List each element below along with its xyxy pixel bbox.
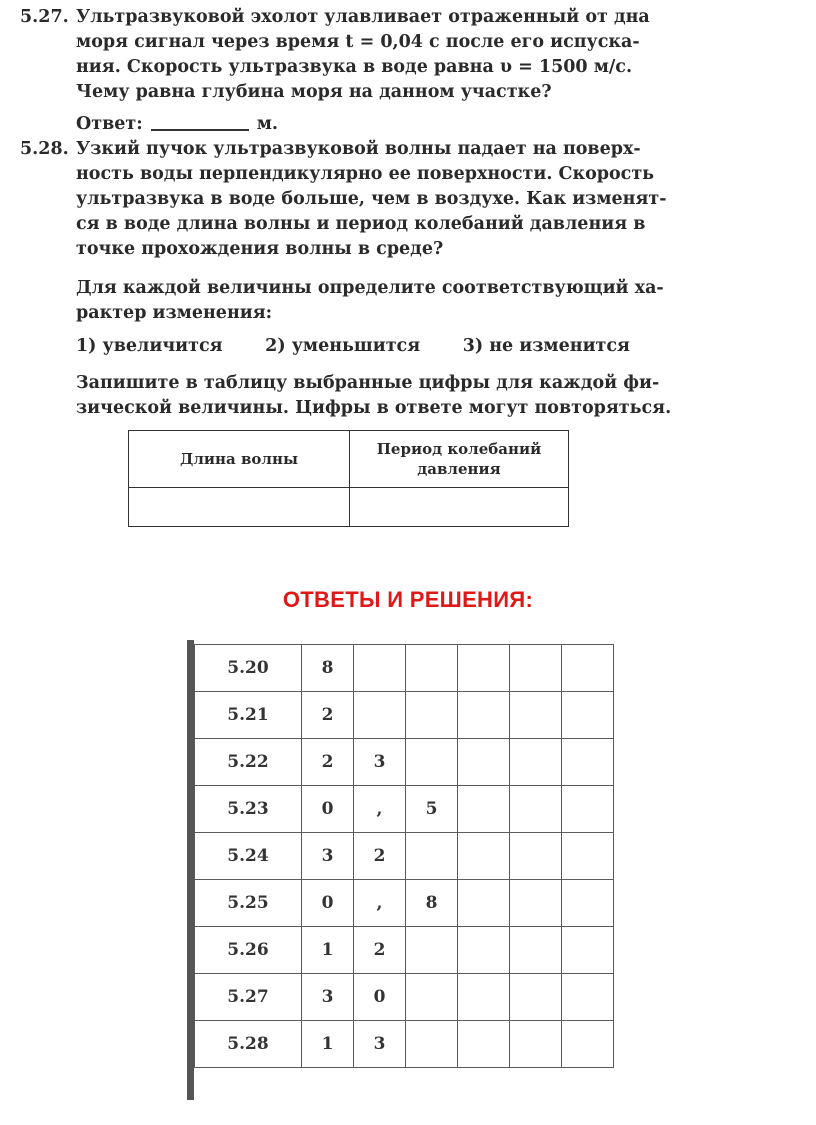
options-row (76, 334, 630, 359)
answer-row (195, 927, 614, 974)
problem-text-line: Узкий пучок ультразвуковой волны падает на поверх- (76, 139, 641, 159)
problem-text-line: моря сигнал через время t = 0,04 с после его испуска- (76, 32, 640, 52)
answer-cell (458, 974, 510, 1021)
answer-cell: 1 (302, 1021, 354, 1068)
answer-row (195, 880, 614, 927)
problem-text-line: ся в воде длина волны и период колебаний давления в (76, 214, 646, 234)
answer-cell (406, 974, 458, 1021)
answers-grid (194, 644, 614, 1068)
option-unchanged: 3) не изменится (462, 336, 630, 356)
answer-cell (562, 880, 614, 927)
answer-row (195, 645, 614, 692)
answer-cell (458, 880, 510, 927)
answer-cell: 0 (302, 880, 354, 927)
answer-cell (406, 927, 458, 974)
answer-blank (151, 129, 249, 131)
answer-cell: 2 (302, 739, 354, 786)
problem-text-line: Чему равна глубина моря на данном участке? (76, 82, 552, 102)
answer-cell (562, 786, 614, 833)
answer-cell: 5 (406, 786, 458, 833)
answer-row (195, 833, 614, 880)
answer-cell (510, 927, 562, 974)
answer-entry-table (128, 430, 569, 527)
answer-cell: 3 (354, 739, 406, 786)
answer-row (76, 112, 630, 137)
answer-cell (510, 692, 562, 739)
problem-number: 5.27. (20, 7, 69, 27)
answer-cell: 2 (302, 692, 354, 739)
answer-cell (562, 927, 614, 974)
problem-text-line: Ультразвуковой эхолот улавливает отраженный от дна (76, 7, 650, 27)
answer-row (195, 974, 614, 1021)
option-increase: 1) увеличится (76, 336, 223, 356)
answer-cell (562, 1021, 614, 1068)
problem-number: 5.28. (20, 139, 69, 159)
problem-text-line: точке прохождения волны в среде? (76, 239, 444, 259)
col-wavelength-header: Длина волны (129, 431, 350, 488)
answer-cell (406, 1021, 458, 1068)
answer-cell (562, 692, 614, 739)
answer-cell (562, 645, 614, 692)
answer-id: 5.28 (195, 1021, 302, 1068)
answer-cell-period[interactable] (350, 488, 569, 527)
answer-cell (510, 1021, 562, 1068)
answer-cell (562, 739, 614, 786)
answer-cell (458, 786, 510, 833)
answer-id: 5.26 (195, 927, 302, 974)
answer-cell (458, 739, 510, 786)
answer-cell (458, 1021, 510, 1068)
col-period-header (350, 431, 569, 488)
answer-cell: 3 (302, 833, 354, 880)
problem-5-28 (20, 137, 672, 421)
problem-5-27 (20, 5, 650, 137)
answer-unit: м. (256, 114, 278, 134)
answer-cell: , (354, 786, 406, 833)
col-period-line1: Период колебаний (376, 440, 542, 458)
grid-left-border (187, 640, 194, 1100)
answer-cell: 3 (354, 1021, 406, 1068)
answer-cell (510, 645, 562, 692)
answer-cell (406, 692, 458, 739)
answer-cell (510, 974, 562, 1021)
instruction-line: Для каждой величины определите соответствующий ха- (76, 278, 664, 298)
answer-row (195, 739, 614, 786)
answer-cell (406, 739, 458, 786)
answer-row (195, 786, 614, 833)
answer-cell (458, 645, 510, 692)
answer-cell (510, 880, 562, 927)
answer-id: 5.22 (195, 739, 302, 786)
answer-cell: 1 (302, 927, 354, 974)
answer-cell (458, 927, 510, 974)
option-decrease: 2) уменьшится (265, 336, 421, 356)
answer-cell: , (354, 880, 406, 927)
answer-cell (458, 692, 510, 739)
answer-cell (510, 833, 562, 880)
answer-cell (354, 692, 406, 739)
answer-cell: 0 (354, 974, 406, 1021)
answer-cell (458, 833, 510, 880)
answer-cell-wavelength[interactable] (129, 488, 350, 527)
answer-id: 5.23 (195, 786, 302, 833)
answer-cell: 2 (354, 927, 406, 974)
answer-cell: 3 (302, 974, 354, 1021)
answers-heading: ОТВЕТЫ И РЕШЕНИЯ: (282, 587, 534, 612)
answer-label: Ответ: (76, 114, 143, 134)
write-line: зической величины. Цифры в ответе могут повторяться. (76, 398, 672, 418)
answer-id: 5.24 (195, 833, 302, 880)
answer-id: 5.20 (195, 645, 302, 692)
answer-id: 5.25 (195, 880, 302, 927)
answer-cell (510, 786, 562, 833)
problem-text-line: ность воды перпендикулярно ее поверхности. Скорость (76, 164, 655, 184)
col-period-line2: давления (417, 460, 501, 478)
answer-id: 5.21 (195, 692, 302, 739)
instruction-line: рактер изменения: (76, 303, 273, 323)
problem-text-line: ультразвука в воде больше, чем в воздухе. Как изменят- (76, 189, 667, 209)
answer-cell: 2 (354, 833, 406, 880)
answer-row (195, 1021, 614, 1068)
answer-id: 5.27 (195, 974, 302, 1021)
answer-cell: 8 (406, 880, 458, 927)
answer-row (195, 692, 614, 739)
answer-cell: 0 (302, 786, 354, 833)
answer-cell: 8 (302, 645, 354, 692)
answer-cell (406, 833, 458, 880)
answer-cell (562, 833, 614, 880)
answer-cell (562, 974, 614, 1021)
answer-cell (406, 645, 458, 692)
answer-cell (354, 645, 406, 692)
write-line: Запишите в таблицу выбранные цифры для каждой фи- (76, 373, 660, 393)
problem-text-line: ния. Скорость ультразвука в воде равна υ = 1500 м/с. (76, 57, 633, 77)
answer-cell (510, 739, 562, 786)
